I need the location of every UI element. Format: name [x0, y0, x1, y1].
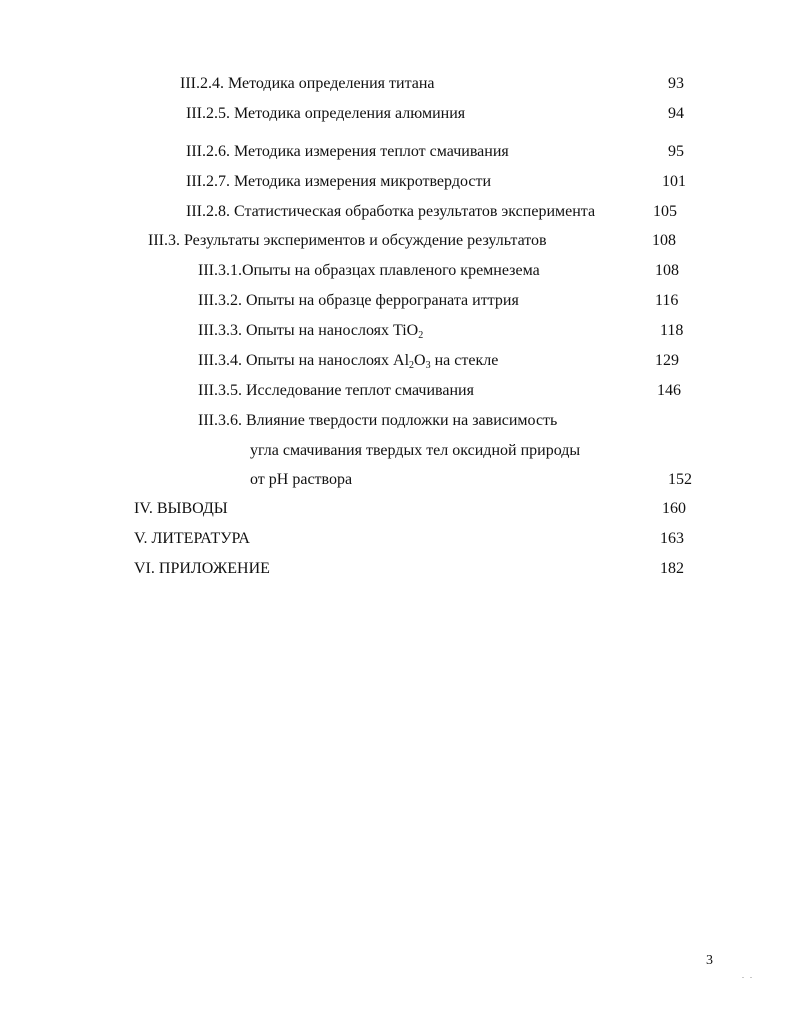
scan-artifact [742, 976, 754, 980]
toc-entry-label: III.3.3. Опыты на нанослоях TiO$_2$ [198, 322, 424, 341]
toc-entry-page: 108 [652, 232, 676, 249]
toc-entry-label: III.2.4. Методика определения титана [180, 75, 435, 92]
toc-entry-label: III.3.4. Опыты на нанослоях $Al_2O_3$ на стекле [198, 352, 499, 371]
toc-entry-page: 118 [660, 322, 684, 339]
toc-entry-label: VI. ПРИЛОЖЕНИЕ [134, 560, 270, 577]
toc-entry-label: III.3.1.Опыты на образцах плавленого кремнезема [198, 262, 540, 279]
toc-entry-page: 94 [668, 105, 684, 122]
toc-entry-label-continued: от pH раствора [250, 471, 353, 488]
toc-entry-page: 163 [660, 530, 684, 547]
toc-entry-page: 160 [662, 500, 686, 517]
toc-entry-page: 93 [668, 75, 684, 92]
toc-entry-page: 116 [655, 292, 679, 309]
toc-entry-page: 182 [660, 560, 684, 577]
toc-entry-label: IV. ВЫВОДЫ [134, 500, 228, 517]
toc-entry-page: 129 [655, 352, 679, 369]
toc-entry-label: III.2.6. Методика измерения теплот смачивания [186, 143, 509, 160]
toc-entry-label: III.2.8. Статистическая обработка результатов эксперимента [186, 203, 596, 220]
toc-entry-label: III.2.5. Методика определения алюминия [186, 105, 466, 122]
toc-entry-page: 95 [668, 143, 684, 160]
toc-entry-page: 152 [668, 471, 692, 488]
toc-entry-page: 105 [653, 203, 677, 220]
toc-entry-label: III.3. Результаты экспериментов и обсуждение результатов [148, 232, 547, 249]
toc-entry-label-continued: угла смачивания твердых тел оксидной природы [250, 442, 581, 459]
toc-entry-label: V. ЛИТЕРАТУРА [134, 530, 250, 547]
toc-entry-label: III.3.6. Влияние твердости подложки на зависимость [198, 412, 558, 429]
toc-entry-label: III.3.5. Исследование теплот смачивания [198, 382, 474, 399]
toc-entry-label: III.3.2. Опыты на образце феррограната иттрия [198, 292, 519, 309]
page-number: 3 [706, 953, 713, 968]
toc-entry-page: 108 [655, 262, 679, 279]
toc-entry-page: 101 [662, 173, 686, 190]
toc-entry-page: 146 [657, 382, 681, 399]
toc-entry-label: III.2.7. Методика измерения микротвердости [186, 173, 492, 190]
